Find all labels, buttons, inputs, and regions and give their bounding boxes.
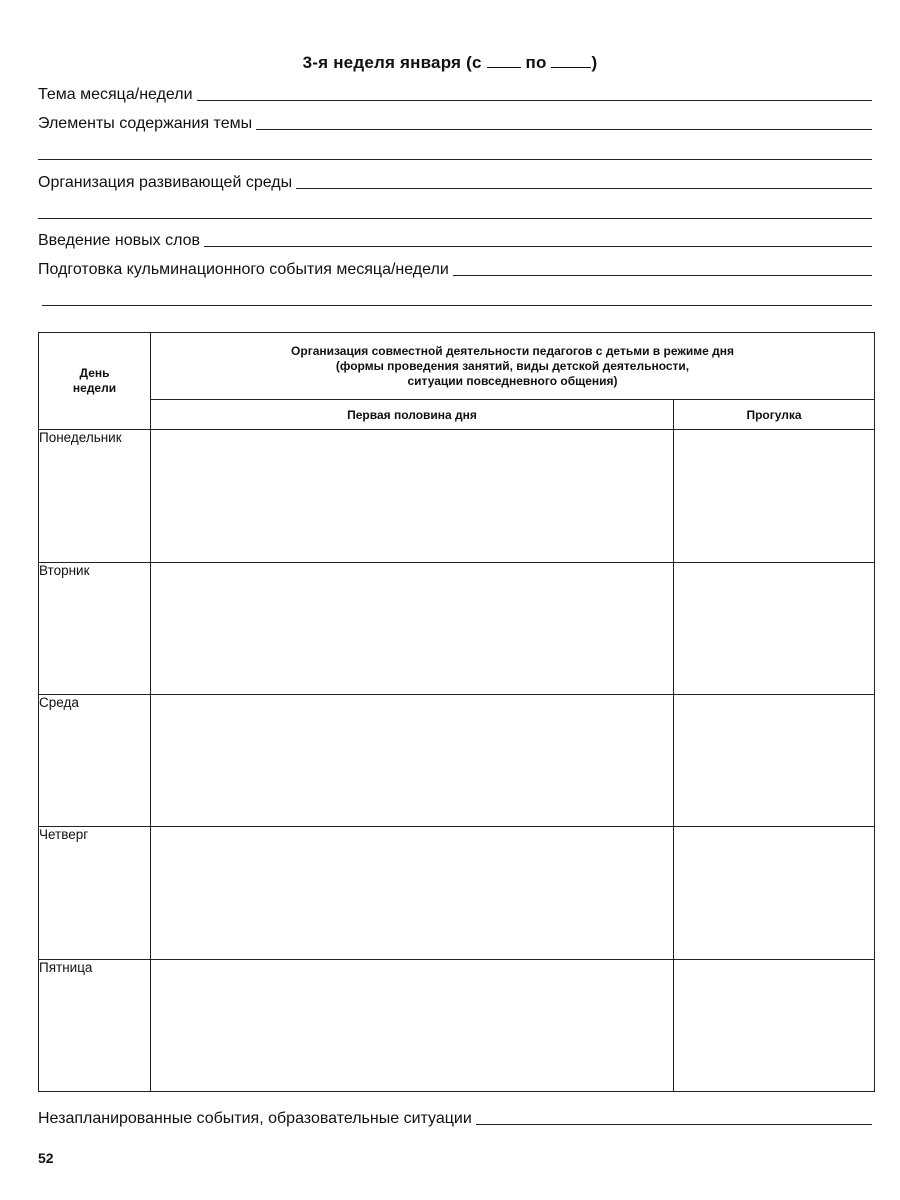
table-row: [39, 959, 875, 1091]
environment-input-line[interactable]: [296, 188, 872, 189]
day-tuesday: Вторник: [39, 562, 151, 694]
monday-first-half-cell[interactable]: [151, 430, 674, 562]
title-suffix: ): [591, 53, 598, 72]
day-monday: Понедельник: [39, 430, 151, 562]
weekly-plan-table: [38, 332, 875, 1092]
friday-walk-cell[interactable]: [674, 959, 875, 1091]
thursday-first-half-cell[interactable]: [151, 827, 674, 959]
friday-first-half-cell[interactable]: [151, 959, 674, 1091]
theme-input-line[interactable]: [197, 100, 872, 101]
environment-extra-line[interactable]: [38, 218, 872, 219]
page-number: 52: [38, 1150, 54, 1166]
new-words-field: [38, 230, 872, 250]
theme-field: [38, 84, 872, 104]
content-elements-extra-line[interactable]: [38, 159, 872, 160]
wednesday-first-half-cell[interactable]: [151, 694, 674, 826]
title-middle: по: [520, 53, 552, 72]
day-column-header-text: День недели: [72, 366, 117, 396]
content-elements-input-line[interactable]: [256, 129, 872, 130]
table-row: [39, 694, 875, 826]
environment-label: Организация развивающей среды: [38, 174, 293, 191]
first-half-header: Первая половина дня: [151, 400, 674, 430]
culmination-extra-line[interactable]: [42, 305, 872, 306]
unplanned-label: Незапланированные события, образовательные ситуации: [38, 1110, 472, 1127]
wednesday-walk-cell[interactable]: [674, 694, 875, 826]
date-to-blank[interactable]: [551, 53, 591, 68]
tuesday-walk-cell[interactable]: [674, 562, 875, 694]
day-wednesday: Среда: [39, 694, 151, 826]
culmination-input-line[interactable]: [453, 275, 872, 276]
thursday-walk-cell[interactable]: [674, 827, 875, 959]
day-thursday: Четверг: [39, 827, 151, 959]
day-friday: Пятница: [39, 959, 151, 1091]
monday-walk-cell[interactable]: [674, 430, 875, 562]
title-prefix: 3-я неделя января (с: [302, 53, 487, 72]
walk-header: Прогулка: [674, 400, 875, 430]
unplanned-input-line[interactable]: [476, 1124, 872, 1125]
activity-column-header-text: Организация совместной деятельности педагогов с детьми в режиме дня (формы проведения занятий, виды детской деятельности, ситуации повседневного общения): [291, 343, 734, 388]
content-elements-field: [38, 113, 872, 133]
content-elements-label: Элементы содержания темы: [38, 115, 253, 132]
day-column-header: [39, 333, 151, 430]
new-words-input-line[interactable]: [204, 246, 872, 247]
page-title: [0, 53, 900, 73]
table-row: [39, 827, 875, 959]
unplanned-field: [38, 1108, 872, 1128]
table-row: [39, 562, 875, 694]
environment-field: [38, 172, 872, 192]
new-words-label: Введение новых слов: [38, 232, 200, 249]
date-from-blank[interactable]: [487, 53, 521, 68]
culmination-label: Подготовка кульминационного события месяца/недели: [38, 261, 449, 278]
culmination-field: [38, 259, 872, 279]
activity-column-header: [151, 333, 875, 400]
theme-label: Тема месяца/недели: [38, 86, 193, 103]
table-row: [39, 430, 875, 562]
tuesday-first-half-cell[interactable]: [151, 562, 674, 694]
